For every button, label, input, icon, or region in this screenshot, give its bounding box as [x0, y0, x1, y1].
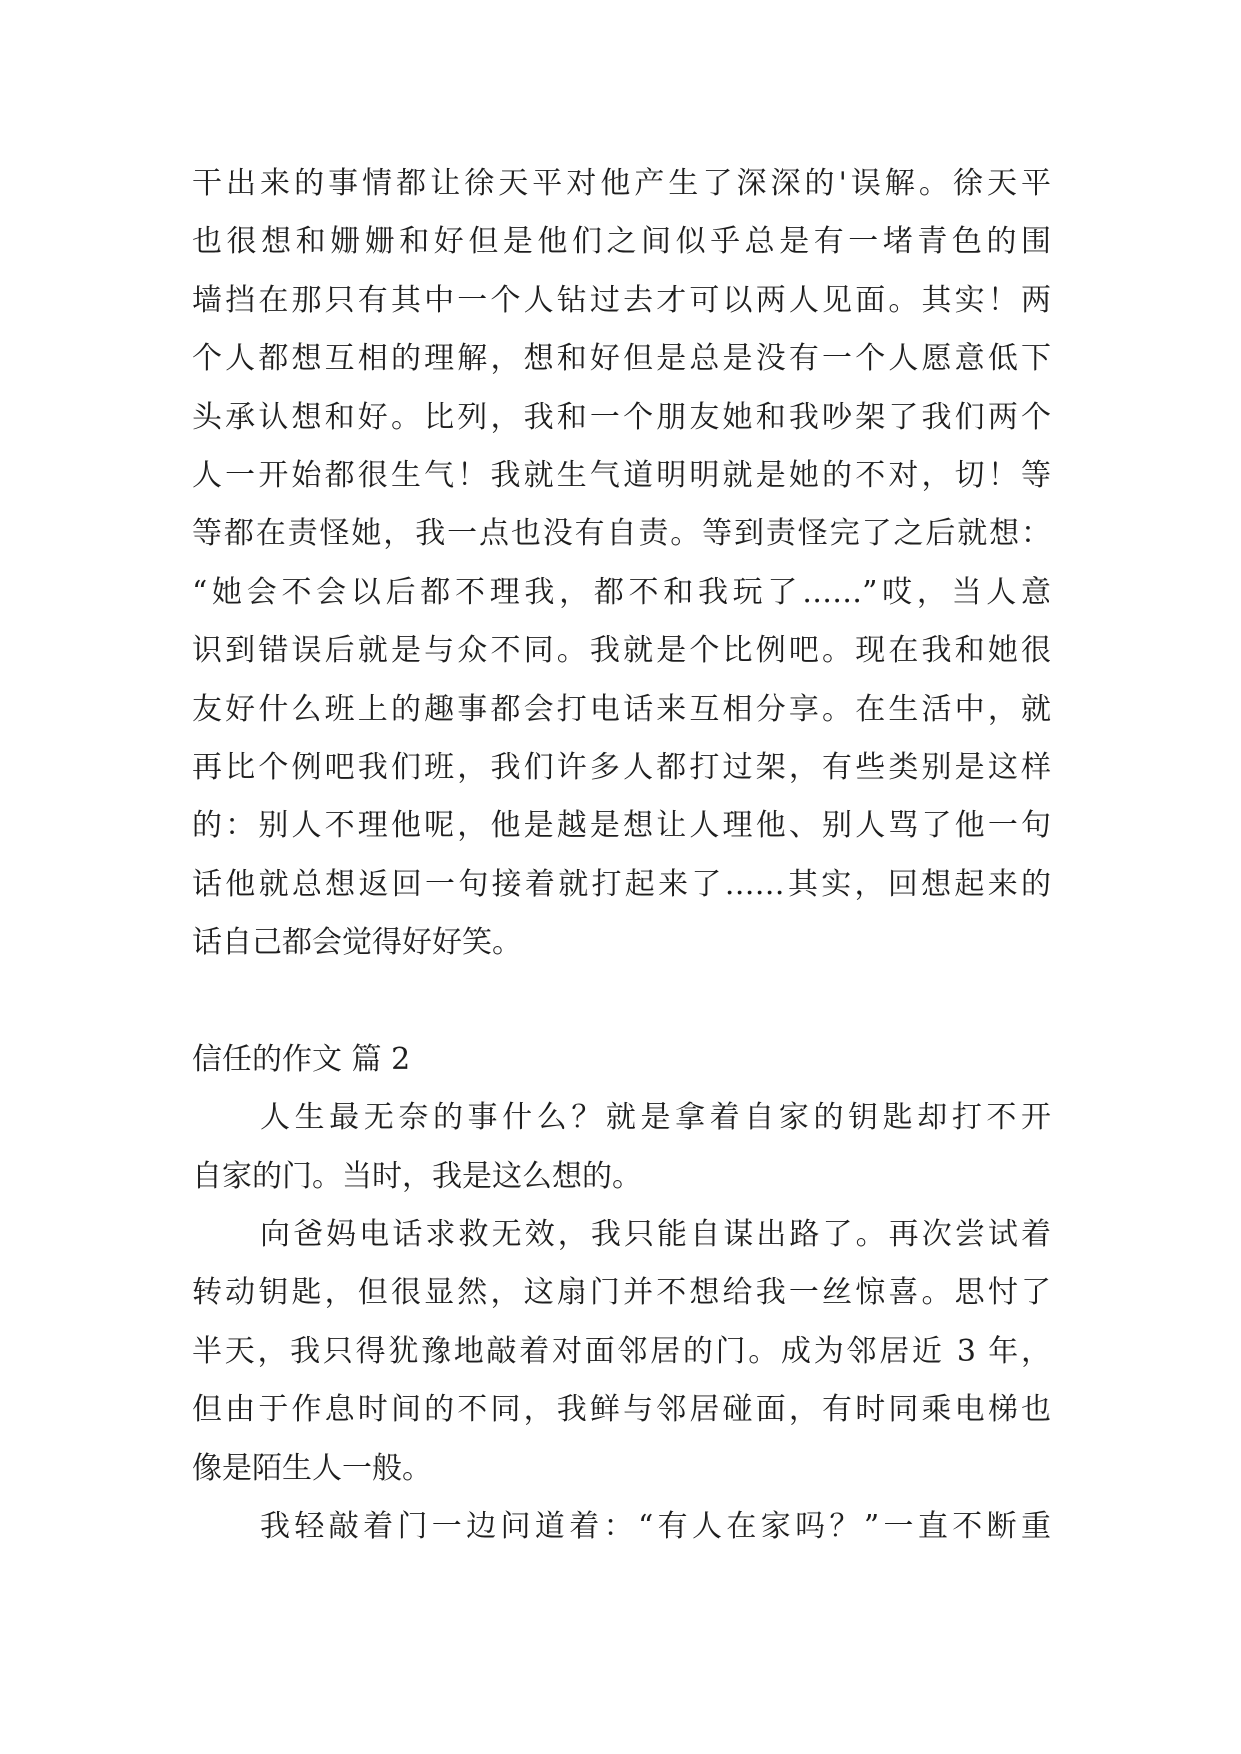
text-line: 再比个例吧我们班，我们许多人都打过架，有些类别是这样 — [192, 749, 1051, 785]
text-line: 人一开始都很生气！我就生气道明明就是她的不对，切！等 — [192, 457, 1051, 493]
text-line: 人生最无奈的事什么？就是拿着自家的钥匙却打不开 — [260, 1100, 1051, 1136]
text-line: 的：别人不理他呢，他是越是想让人理他、别人骂了他一句 — [192, 808, 1051, 844]
paragraph — [192, 1206, 1051, 1498]
text-line: 像是陌生人一般。 — [192, 1450, 432, 1486]
paragraph — [192, 1498, 1051, 1556]
text-line: 干出来的事情都让徐天平对他产生了深深的'误解。徐天平 — [192, 166, 1051, 201]
text-line: 我轻敲着门一边问道着：“有人在家吗？”一直不断重 — [260, 1508, 1051, 1544]
text-line: 也很想和姗姗和好但是他们之间似乎总是有一堵青色的围 — [192, 224, 1051, 260]
section-title: 信任的作文 篇 2 — [192, 1041, 411, 1077]
text-line: 向爸妈电话求救无效，我只能自谋出路了。再次尝试着 — [260, 1217, 1051, 1253]
text-line: “她会不会以后都不理我，都不和我玩了……”哎，当人意 — [192, 574, 1051, 610]
text-line: 自家的门。当时，我是这么想的。 — [192, 1158, 642, 1194]
text-line: 话他就总想返回一句接着就打起来了……其实，回想起来的 — [192, 866, 1051, 902]
text-line: 但由于作息时间的不同，我鲜与邻居碰面，有时同乘电梯也 — [192, 1392, 1051, 1428]
text-line: 话自己都会觉得好好笑。 — [192, 925, 522, 961]
text-line: 等都在责怪她，我一点也没有自责。等到责怪完了之后就想： — [192, 516, 1051, 552]
text-line: 半天，我只得犹豫地敲着对面邻居的门。成为邻居近 3 年， — [192, 1333, 1051, 1369]
text-line: 转动钥匙，但很显然，这扇门并不想给我一丝惊喜。思忖了 — [192, 1275, 1051, 1311]
text-line: 识到错误后就是与众不同。我就是个比例吧。现在我和她很 — [192, 633, 1051, 669]
text-line: 友好什么班上的趣事都会打电话来互相分享。在生活中，就 — [192, 691, 1051, 727]
text-line: 头承认想和好。比列，我和一个朋友她和我吵架了我们两个 — [192, 399, 1051, 435]
text-line: 墙挡在那只有其中一个人钻过去才可以两人见面。其实！两 — [192, 282, 1051, 318]
paragraph — [192, 1089, 1051, 1206]
blank-line — [192, 972, 1051, 1030]
text-line: 个人都想互相的理解，想和好但是总是没有一个人愿意低下 — [192, 341, 1051, 377]
document-body — [192, 155, 1051, 1556]
paragraph — [192, 155, 1051, 972]
